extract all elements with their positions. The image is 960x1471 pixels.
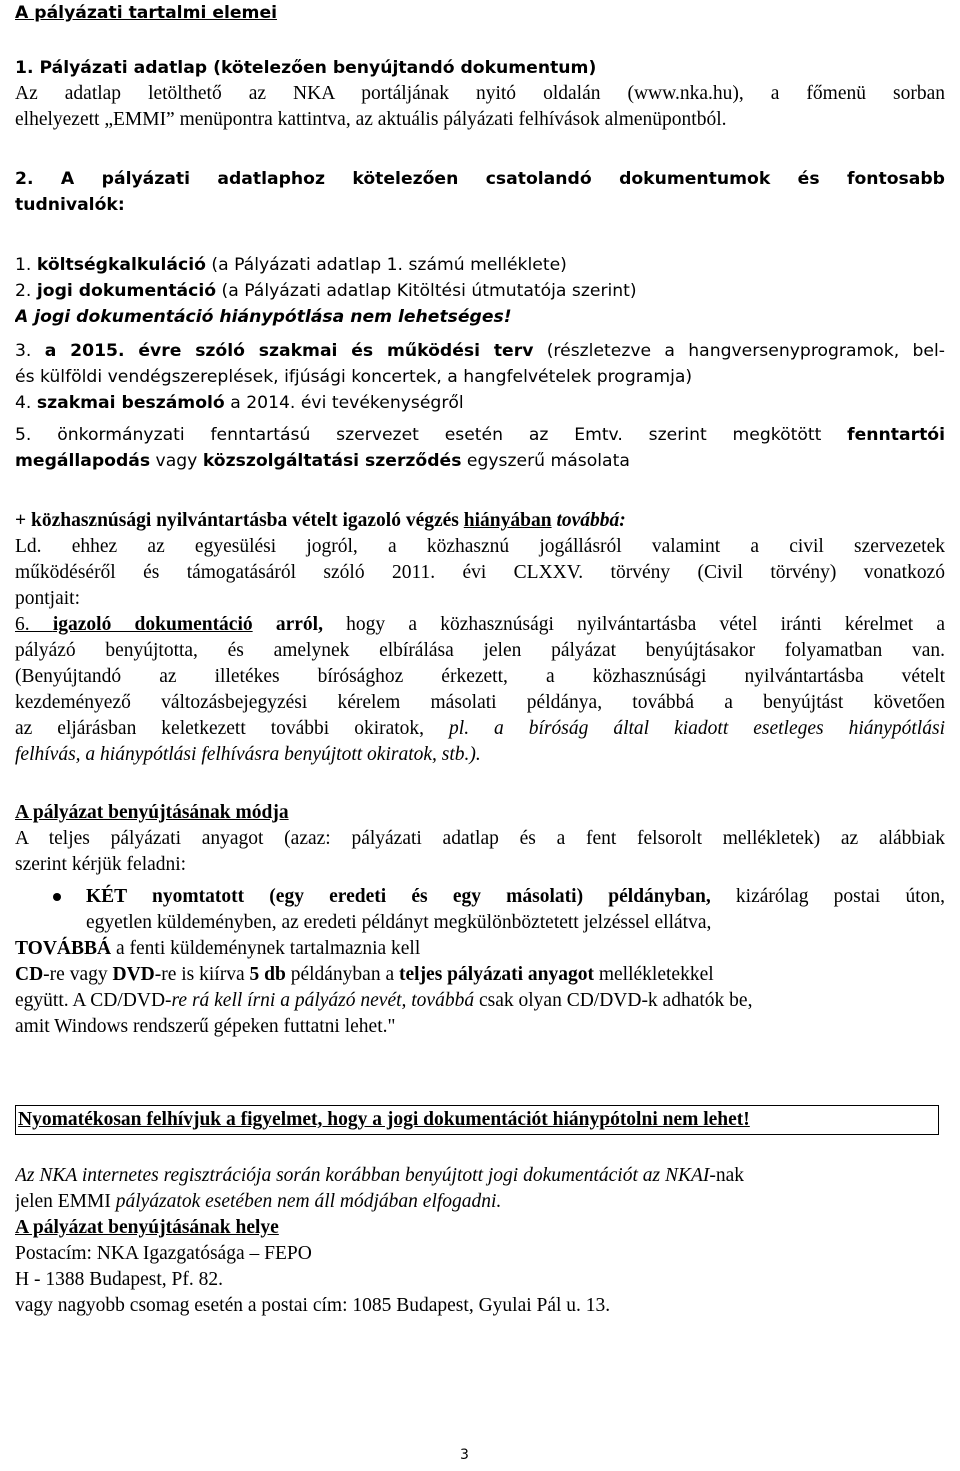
civil-requirement: + közhasznúsági nyilvántartásba vételt igazoló végzés hiányában továbbá: <box>15 510 626 531</box>
submission-windows: amit Windows rendszerű gépeken futtatni lehet." <box>15 1016 396 1037</box>
page-number: 3 <box>460 1447 469 1463</box>
notice-box: Nyomatékosan felhívjuk a figyelmet, hogy a jogi dokumentációt hiánypótolni nem lehet! <box>15 1105 939 1135</box>
civil-item6-line3: (Benyújtandó az illetékes bírósághoz érkezett, a közhasznúsági nyilvántartásba vételt <box>15 666 945 687</box>
submission-egyutt: együtt. A CD/DVD-re rá kell írni a pályázó nevét, továbbá csak olyan CD/DVD-k adhatók be, <box>15 990 753 1011</box>
item1-line1: Az adatlap letölthető az NKA portáljának nyitó oldalán (www.nka.hu), a főmenü sorban <box>15 83 945 104</box>
section-title: A pályázati tartalmi elemei <box>15 3 278 23</box>
place-parcel: vagy nagyobb csomag esetén a postai cím: 1085 Budapest, Gyulai Pál u. 13. <box>15 1295 611 1316</box>
civil-ld-line1: Ld. ehhez az egyesülési jogról, a közhasznú jogállásról valamint a civil szervezetek <box>15 536 945 557</box>
list-item-3: 3. a 2015. évre szóló szakmai és működési terv (részletezve a hangversenyprogramok, bel- <box>15 341 945 361</box>
civil-item6-line2: pályázó benyújtotta, és amelynek elbírálása jelen pályázat benyújtásakor folyamatban van. <box>15 640 945 661</box>
civil-item6-line4: kezdeményező változásbejegyzési kérelem másolati példánya, továbbá a benyújtást követően <box>15 692 945 713</box>
place-pobox: H - 1388 Budapest, Pf. 82. <box>15 1269 223 1290</box>
place-postal: Postacím: NKA Igazgatósága – FEPO <box>15 1243 312 1264</box>
list-item-2: 2. jogi dokumentáció (a Pályázati adatlap Kitöltési útmutatója szerint) <box>15 281 637 301</box>
submission-heading: A pályázat benyújtásának módja <box>15 802 289 823</box>
bullet-dot-icon <box>53 893 61 901</box>
civil-ld-line2: működéséről és támogatásáról szóló 2011. évi CLXXV. törvény (Civil törvény) vonatkozó <box>15 562 945 583</box>
place-heading: A pályázat benyújtásának helye <box>15 1217 279 1238</box>
civil-item6: 6. igazoló dokumentáció arról, hogy a közhasznúsági nyilvántartásba vétel iránti kérelmet a <box>15 614 945 635</box>
nka-note-line2: jelen EMMI pályázatok esetében nem áll módjában elfogadni. <box>15 1191 502 1212</box>
bullet-line1: KÉT nyomtatott (egy eredeti és egy másolati) példányban, kizárólag postai úton, <box>86 886 945 907</box>
list-item-2-note: A jogi dokumentáció hiánypótlása nem lehetséges! <box>15 307 512 327</box>
list-item-5-line2: megállapodás vagy közszolgáltatási szerződés egyszerű másolata <box>15 451 630 471</box>
list-item-5: 5. önkormányzati fenntartású szervezet esetén az Emtv. szerint megkötött fenntartói <box>15 425 945 445</box>
submission-bullet <box>15 884 945 936</box>
civil-item6-line5: az eljárásban keletkezett további okiratok, pl. a bíróság által kiadott esetleges hiánypótlási <box>15 718 945 739</box>
nka-note-line1: Az NKA internetes regisztrációja során korábban benyújtott jogi dokumentációt az NKAI-nak <box>15 1165 745 1186</box>
civil-item6-line6: felhívás, a hiánypótlási felhívásra benyújtott okiratok, stb.). <box>15 744 481 765</box>
submission-line1: A teljes pályázati anyagot (azaz: pályázati adatlap és a fent felsorolt mellékletek) az alábbiak <box>15 828 945 849</box>
civil-ld-line3: pontjait: <box>15 588 80 609</box>
item1-title: 1. Pályázati adatlap (kötelezően benyújtandó dokumentum) <box>15 58 597 78</box>
list-item-3-line2: és külföldi vendégszereplések, ifjúsági koncertek, a hangfelvételek programja) <box>15 367 693 387</box>
item1-line2: elhelyezett „EMMI” menüpontra kattintva, az aktuális pályázati felhívások almenüpontból. <box>15 109 727 130</box>
submission-line2: szerint kérjük feladni: <box>15 854 187 875</box>
submission-cd: CD-re vagy DVD-re is kiírva 5 db példányban a teljes pályázati anyagot mellékletekkel <box>15 964 714 985</box>
list-item-4: 4. szakmai beszámoló a 2014. évi tevékenységről <box>15 393 464 413</box>
item2-title: 2. A pályázati adatlaphoz kötelezően csatolandó dokumentumok és fontosabb tudnivalók: <box>15 169 945 215</box>
submission-tovabba: TOVÁBBÁ a fenti küldeménynek tartalmaznia kell <box>15 938 421 959</box>
bullet-line2: egyetlen küldeményben, az eredeti példányt megkülönböztetett jelzéssel ellátva, <box>86 912 712 933</box>
list-item-1: 1. költségkalkuláció (a Pályázati adatlap 1. számú melléklete) <box>15 255 567 275</box>
document-page <box>15 0 945 1471</box>
